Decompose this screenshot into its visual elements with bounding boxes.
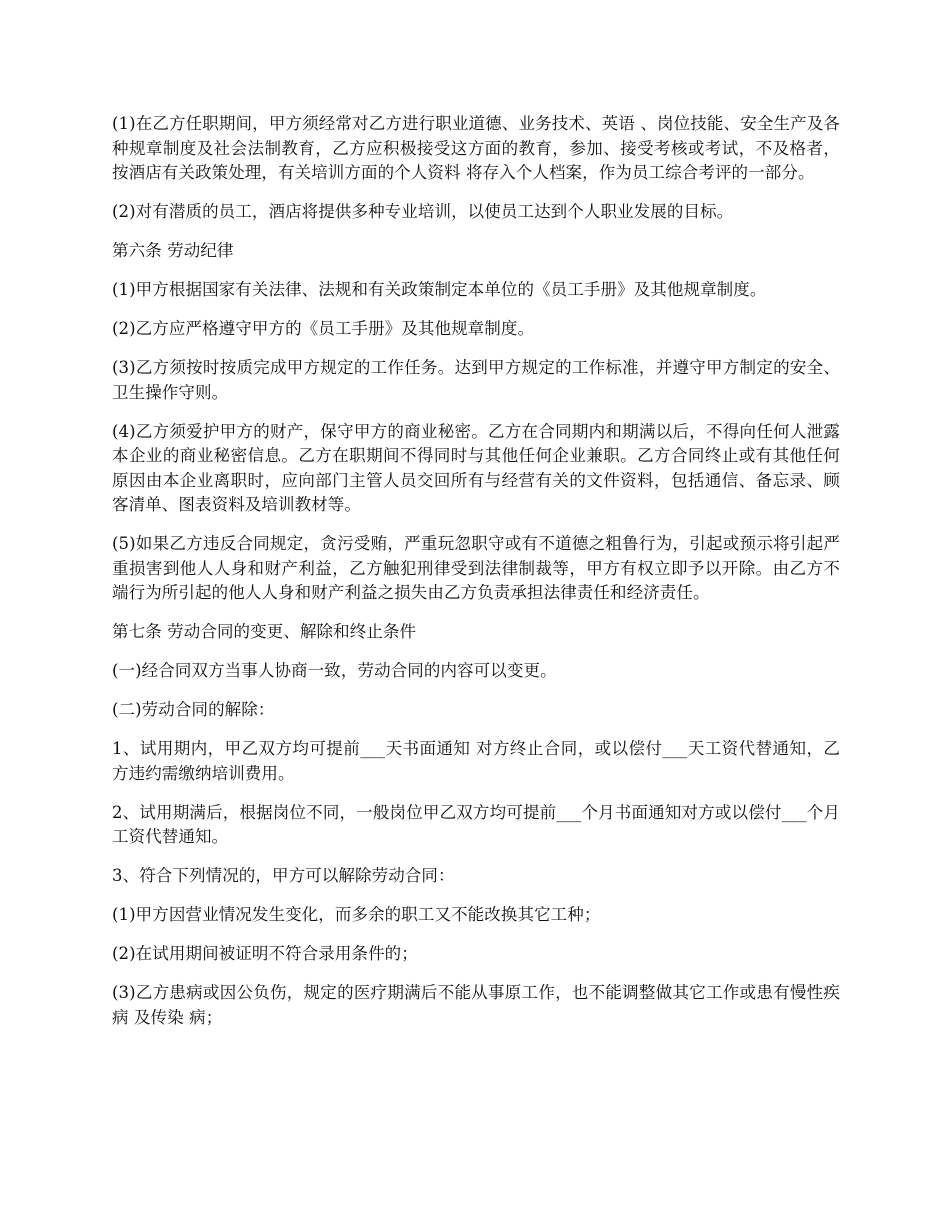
section-heading-article-7: 第七条 劳动合同的变更、解除和终止条件 [112,622,417,641]
paragraph-discipline-5: (5)如果乙方违反合同规定，贪污受贿，严重玩忽职守或有不道德之粗鲁行为，引起或预示将引起严重损害到他人人身和财产利益，乙方触犯刑律受到法律制裁等，甲方有权立即予以开除。由乙方不端行为所引起的他人人身和财产利益之损失由乙方负责承担法律责任和经济责任。 [112,534,840,602]
paragraph-condition-2: (2)在试用期间被证明不符合录用条件的； [112,944,418,963]
paragraph-condition-1: (1)甲方因营业情况发生变化，而多余的职工又不能改换其它工种； [112,905,601,924]
paragraph-change: (一)经合同双方当事人协商一致，劳动合同的内容可以变更。 [112,661,557,680]
paragraph-discipline-4: (4)乙方须爱护甲方的财产，保守甲方的商业秘密。乙方在合同期内和期满以后，不得向任何人泄露本企业的商业秘密信息。乙方在职期间不得同时与其他任何企业兼职。乙方合同终止或有其他任何原因由本企业离职时，应向部门主管人员交回所有与经营有关的文件资料，包括通信、备忘录、顾客清单、图表资料及培训教材等。 [112,421,840,514]
document-page [112,112,840,1045]
paragraph-termination-heading: (二)劳动合同的解除： [112,700,275,719]
paragraph-discipline-2: (2)乙方应严格遵守甲方的《员工手册》及其他规章制度。 [112,319,535,338]
paragraph-discipline-3: (3)乙方须按时按质完成甲方规定的工作任务。达到甲方规定的工作标准，并遵守甲方制定的安全、卫生操作守则。 [112,358,840,402]
paragraph-training-2: (2)对有潜质的员工，酒店将提供多种专业培训，以使员工达到个人职业发展的目标。 [112,202,734,221]
section-heading-article-6: 第六条 劳动纪律 [112,241,234,260]
paragraph-training-1: (1)在乙方任职期间，甲方须经常对乙方进行职业道德、业务技术、英语 、岗位技能、安全生产及各种规章制度及社会法制教育，乙方应积极接受这方面的教育，参加、接受考核或考试，不及格者，按酒店有关政策处理，有关培训方面的个人资料 将存入个人档案，作为员工综合考评的一部分。 [112,114,840,182]
paragraph-condition-3: (3)乙方患病或因公负伤，规定的医疗期满后不能从事原工作，也不能调整做其它工作或患有慢性疾病 及传染 病； [112,983,840,1027]
paragraph-termination-2: 2、试用期满后，根据岗位不同，一般岗位甲乙双方均可提前___个月书面通知对方或以偿付___个月工资代替通知。 [112,802,840,846]
paragraph-termination-3: 3、符合下列情况的，甲方可以解除劳动合同： [112,866,455,885]
paragraph-termination-1: 1、试用期内，甲乙双方均可提前___天书面通知 对方终止合同，或以偿付___天工资代替通知，乙方违约需缴纳培训费用。 [112,739,840,783]
paragraph-discipline-1: (1)甲方根据国家有关法律、法规和有关政策制定本单位的《员工手册》及其他规章制度。 [112,280,767,299]
